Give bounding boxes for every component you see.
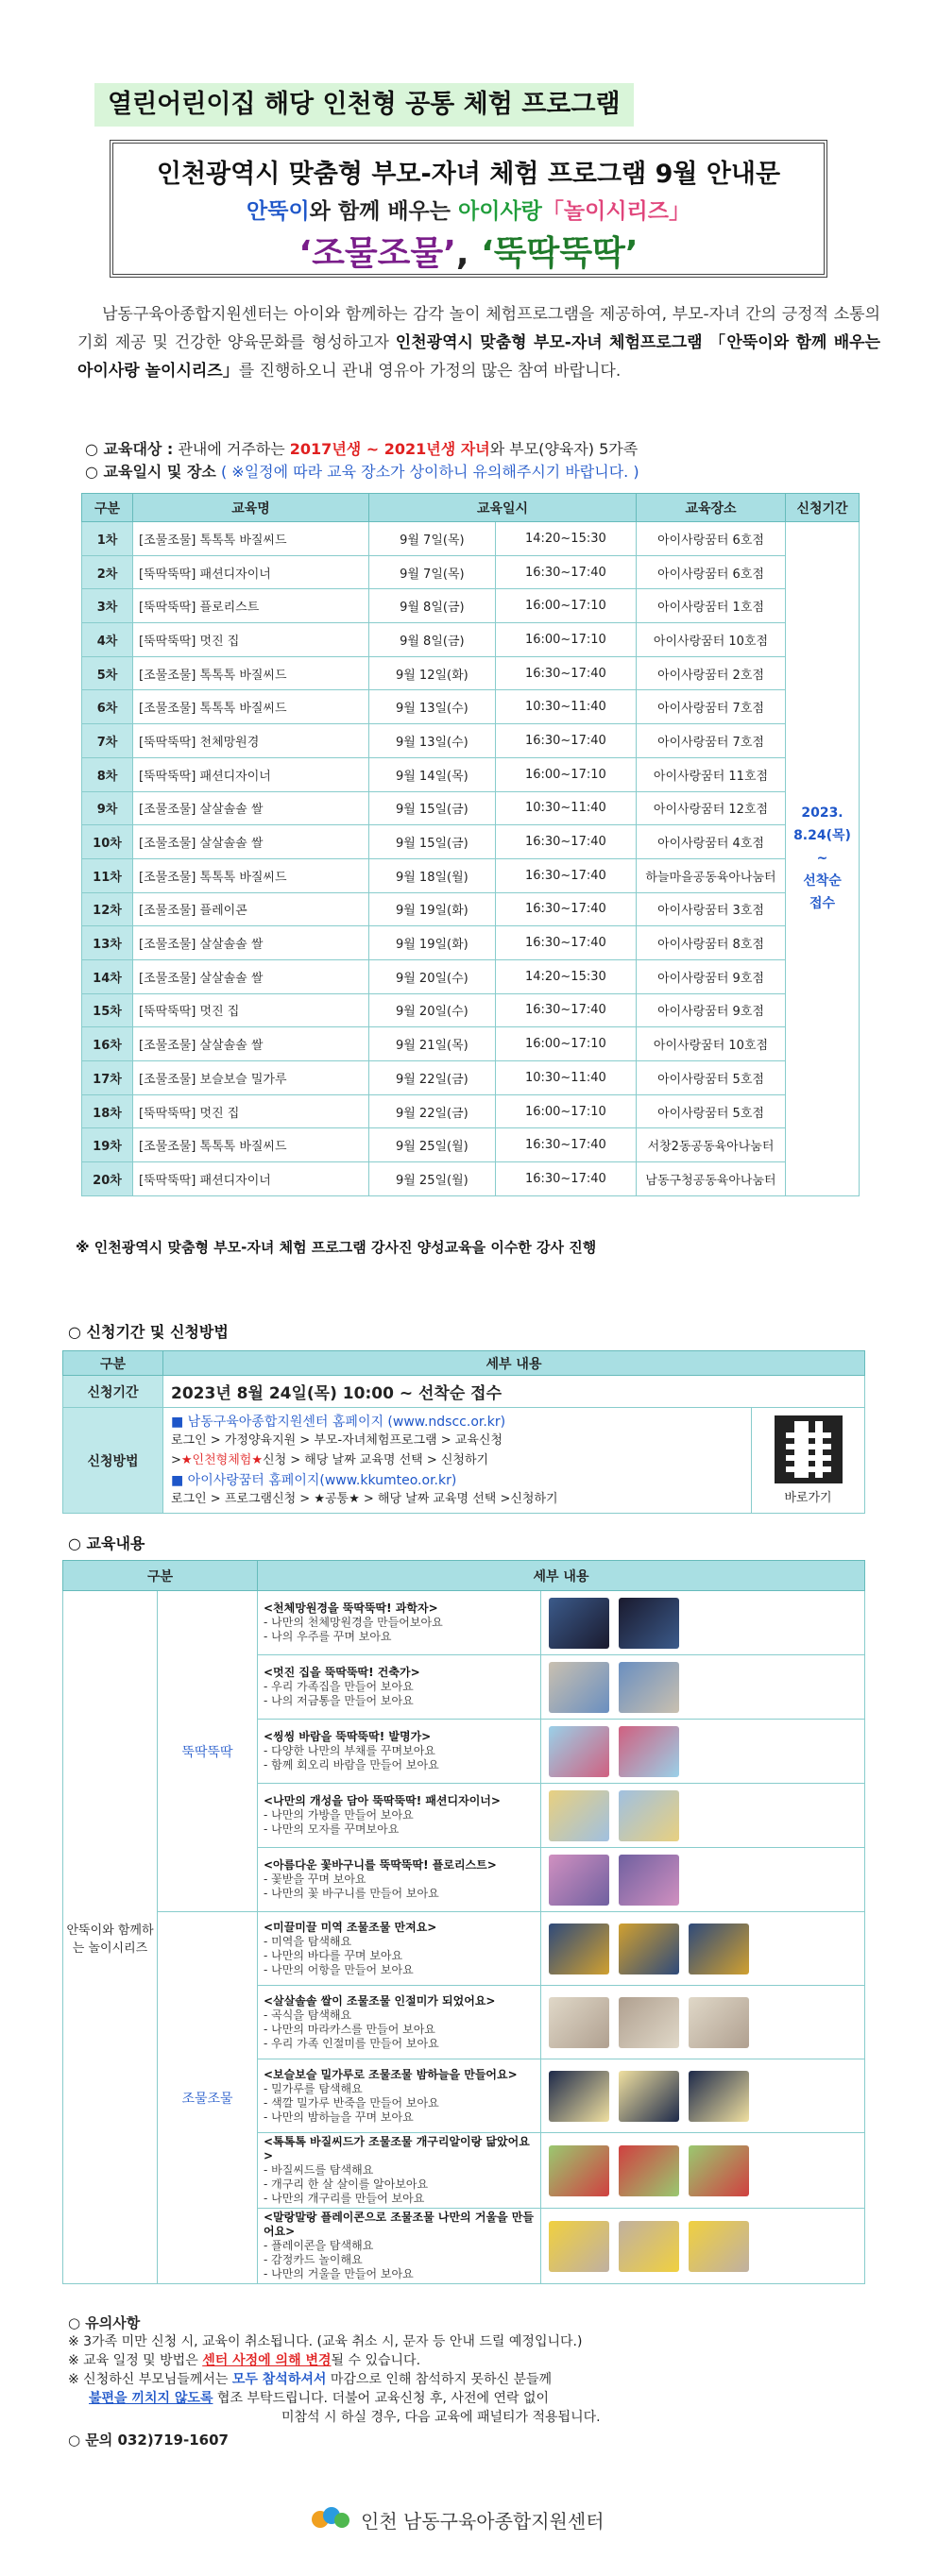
intro-bold: 인천광역시 맞춤형 부모-자녀 체험프로그램 「안뚝이와 함께 배우는 아이사랑 놀이시리즈」: [77, 333, 880, 381]
edu-detail: - 색깔 밀가루 반죽을 만들어 보아요: [264, 2095, 439, 2110]
session-number: 3차: [82, 589, 133, 623]
activity-photo: [549, 1726, 609, 1777]
session-place: 하늘마을공동육아나눔터: [637, 858, 786, 892]
note-part: 협조 부탁드립니다. 더불어 교육신청 후, 사전에 연락 없이: [213, 2391, 550, 2406]
schedule-row: [82, 926, 860, 960]
subtitle-part: 아이사랑: [458, 199, 542, 224]
session-date: 9월 7일(목): [369, 522, 496, 556]
schedule-row: [82, 825, 860, 859]
intro-text: 남동구육아종합지원센터는 아이와 함께하는 감각 놀이 체험프로그램을 제공하여, 부모-자녀 간의 긍정적 소통의 기회 제공 및 건강한 양육문화를 형성하고자: [77, 305, 880, 352]
session-time: 16:30~17:40: [495, 926, 636, 960]
edu-description: [258, 2209, 541, 2284]
target-text: 와 부모(양육자) 5가족: [489, 440, 639, 458]
site-path: 로그인 > 가정양육지원 > 부모-자녀체험프로그램 > 교육신청: [171, 1433, 503, 1448]
instructor-note: ※ 인천광역시 맞춤형 부모-자녀 체험 프로그램 강사진 양성교육을 이수한 강사 진행: [76, 1239, 597, 1256]
session-time: 10:30~11:40: [495, 791, 636, 825]
session-number: 20차: [82, 1162, 133, 1196]
edu-detail: - 밀가루를 탐색해요: [264, 2081, 363, 2095]
edu-title: <살살솔솔 쌀이 조물조물 인절미가 되었어요>: [264, 1993, 496, 2008]
note-part: ※ 교육 일정 및 방법은: [68, 2353, 203, 2368]
schedule-row: [82, 892, 860, 926]
session-place: 서창2동공동육아나눔터: [637, 1128, 786, 1162]
session-name: [조물조물] 살살솔솔 쌀: [133, 791, 369, 825]
session-name: [조물조물] 살살솔솔 쌀: [133, 959, 369, 993]
target-highlight: 2017년생 ~ 2021년생 자녀: [289, 440, 490, 458]
edu-detail: - 나만의 꽃 바구니를 만들어 보아요: [264, 1887, 439, 1900]
edu-detail: - 다양한 나만의 부채를 꾸며보아요: [264, 1744, 435, 1757]
activity-photo: [549, 1997, 609, 2048]
session-number: 18차: [82, 1094, 133, 1128]
session-date: 9월 14일(목): [369, 757, 496, 791]
activity-photo: [619, 2145, 679, 2196]
session-place: 아이사랑꿈터 11호점: [637, 757, 786, 791]
session-number: 2차: [82, 555, 133, 589]
schedule-row: [82, 1128, 860, 1162]
apply-heading: ○ 신청기간 및 신청방법: [68, 1323, 229, 1341]
edu-description: [258, 2133, 541, 2209]
activity-photo: [619, 2071, 679, 2122]
activity-photo: [549, 1924, 609, 1974]
edu-detail: - 나만의 밤하늘을 꾸며 보아요: [264, 2110, 414, 2124]
session-time: 16:30~17:40: [495, 858, 636, 892]
session-number: 11차: [82, 858, 133, 892]
edu-photos: [541, 1591, 865, 1655]
session-number: 14차: [82, 959, 133, 993]
activity-photo: [619, 1790, 679, 1841]
session-name: [뚝딱뚝딱] 패션디자이너: [133, 555, 369, 589]
edu-detail: - 개구리 한 살 살이를 알아보아요: [264, 2178, 429, 2191]
edu-heading: ○ 교육내용: [68, 1534, 145, 1552]
session-number: 13차: [82, 926, 133, 960]
edu-subcategory: 조물조물: [158, 1912, 258, 2284]
session-name: [뚝딱뚝딱] 멋진 집: [133, 623, 369, 657]
site-link-ndscc[interactable]: ■ 남동구육아종합지원센터 홈페이지 (www.ndscc.or.kr): [171, 1415, 506, 1430]
col-header: 신청기간: [786, 494, 860, 522]
site-path: 로그인 > 프로그램신청 > ★공통★ > 해당 날짜 교육명 선택 >신청하기: [171, 1492, 558, 1506]
session-time: 16:30~17:40: [495, 724, 636, 758]
edu-row: [63, 1591, 865, 1655]
note-line: [68, 2389, 880, 2408]
activity-photo: [549, 1598, 609, 1649]
session-number: 12차: [82, 892, 133, 926]
target-label: ○ 교육대상 :: [85, 440, 174, 458]
edu-title: <톡톡톡 바질씨드가 조물조물 개구리알이랑 닮았어요>: [264, 2135, 530, 2162]
activity-photo: [619, 1997, 679, 2048]
intro-paragraph: [77, 300, 880, 385]
session-number: 17차: [82, 1061, 133, 1095]
note-highlight: 모두 참석하셔서: [231, 2372, 327, 2387]
session-place: 아이사랑꿈터 8호점: [637, 926, 786, 960]
edu-detail: - 꽃받을 꾸며 보아요: [264, 1873, 366, 1886]
session-date: 9월 25일(월): [369, 1128, 496, 1162]
session-name: [조물조물] 살살솔솔 쌀: [133, 926, 369, 960]
notes-section: [68, 2313, 880, 2449]
subtitle-part: 「놀이시리즈」: [541, 199, 690, 224]
subtitle-part: 안뚝이: [247, 199, 310, 224]
session-number: 19차: [82, 1128, 133, 1162]
edu-description: [258, 1720, 541, 1784]
title-box: [110, 140, 827, 278]
path-part: 신청 > 해당 날짜 교육명 선택 > 신청하기: [263, 1453, 489, 1467]
schedule-row: [82, 656, 860, 690]
session-date: 9월 21일(목): [369, 1027, 496, 1061]
edu-photos: [541, 1986, 865, 2059]
activity-photo: [619, 1598, 679, 1649]
session-date: 9월 22일(금): [369, 1061, 496, 1095]
session-time: 16:00~17:10: [495, 757, 636, 791]
session-time: 16:00~17:10: [495, 589, 636, 623]
session-time: 16:30~17:40: [495, 892, 636, 926]
note-line: ※ 3가족 미만 신청 시, 교육이 취소됩니다. (교육 취소 시, 문자 등 안내 드릴 예정입니다.): [68, 2334, 583, 2349]
schedule-row: [82, 757, 860, 791]
schedule-row: [82, 589, 860, 623]
col-header: 구분: [82, 494, 133, 522]
series-name: ‘조물조물’: [298, 234, 456, 273]
edu-title: <멋진 집을 뚝딱뚝딱! 건축가>: [264, 1666, 420, 1679]
activity-photo: [619, 1726, 679, 1777]
schedule-row: [82, 993, 860, 1027]
apply-period-line: 선착순: [803, 873, 842, 890]
center-logo-icon: [312, 2505, 353, 2534]
edu-detail: - 나의 우주를 꾸며 보아요: [264, 1630, 392, 1643]
session-date: 9월 12일(화): [369, 656, 496, 690]
footer: [312, 2500, 605, 2538]
col-header: 교육장소: [637, 494, 786, 522]
edu-description: [258, 1784, 541, 1848]
activity-photo: [549, 1662, 609, 1713]
method-label: 신청방법: [63, 1408, 163, 1514]
edu-table: [62, 1560, 865, 2284]
edu-detail: - 우리 가족집을 만들어 보아요: [264, 1680, 414, 1693]
edu-detail: - 플레이콘을 탐색해요: [264, 2239, 374, 2252]
period-label: 신청기간: [63, 1376, 163, 1408]
activity-photo: [549, 2145, 609, 2196]
edu-photos: [541, 1912, 865, 1986]
session-date: 9월 22일(금): [369, 1094, 496, 1128]
session-name: [조물조물] 톡톡톡 바질씨드: [133, 1128, 369, 1162]
session-date: 9월 18일(월): [369, 858, 496, 892]
session-place: 아이사랑꿈터 6호점: [637, 522, 786, 556]
session-place: 아이사랑꿈터 1호점: [637, 589, 786, 623]
edu-detail: - 나만의 가방을 만들어 보아요: [264, 1808, 414, 1822]
session-name: [조물조물] 톡톡톡 바질씨드: [133, 858, 369, 892]
note-highlight: 센터 사정에 의해 변경: [202, 2353, 332, 2368]
session-time: 16:30~17:40: [495, 656, 636, 690]
edu-detail: - 나만의 거울을 만들어 보아요: [264, 2267, 414, 2280]
subtitle-part: 와 함께 배우는: [309, 199, 459, 224]
contact-line: ○ 문의 032)719-1607: [68, 2432, 229, 2449]
session-place: 아이사랑꿈터 10호점: [637, 623, 786, 657]
edu-detail: - 함께 회오리 바람을 만들어 보아요: [264, 1758, 439, 1771]
col-header: 세부 내용: [258, 1561, 865, 1591]
session-date: 9월 15일(금): [369, 825, 496, 859]
edu-photos: [541, 1655, 865, 1720]
note-line: 미참석 시 하실 경우, 다음 교육에 패널티가 적용됩니다.: [281, 2410, 601, 2425]
notes-heading: ○ 유의사항: [68, 2314, 141, 2331]
session-name: [뚝딱뚝딱] 멋진 집: [133, 993, 369, 1027]
session-number: 10차: [82, 825, 133, 859]
edu-description: [258, 1848, 541, 1912]
program-banner: 열린어린이집 해당 인천형 공통 체험 프로그램: [94, 83, 634, 127]
col-header: 세부 내용: [163, 1351, 865, 1376]
session-name: [조물조물] 보슬보슬 밀가루: [133, 1061, 369, 1095]
session-number: 6차: [82, 690, 133, 724]
activity-photo: [619, 1662, 679, 1713]
session-place: 아이사랑꿈터 5호점: [637, 1094, 786, 1128]
schedule-row: [82, 1094, 860, 1128]
schedule-row: [82, 1027, 860, 1061]
apply-period-cell: [786, 522, 860, 1196]
schedule-row: [82, 724, 860, 758]
session-time: 16:30~17:40: [495, 1162, 636, 1196]
session-time: 16:30~17:40: [495, 555, 636, 589]
edu-photos: [541, 1848, 865, 1912]
session-place: 남동구청공동육아나눔터: [637, 1162, 786, 1196]
session-number: 5차: [82, 656, 133, 690]
schedule-row: [82, 959, 860, 993]
session-name: [조물조물] 톡톡톡 바질씨드: [133, 690, 369, 724]
date-label: ○ 교육일시 및 장소: [85, 463, 216, 481]
edu-detail: - 나만의 어항을 만들어 보아요: [264, 1962, 414, 1976]
apply-period-line: 2023.: [801, 805, 843, 822]
session-place: 아이사랑꿈터 7호점: [637, 690, 786, 724]
edu-description: [258, 1655, 541, 1720]
session-time: 16:00~17:10: [495, 1094, 636, 1128]
qr-cell[interactable]: [752, 1408, 865, 1514]
edu-photos: [541, 2059, 865, 2133]
session-date: 9월 8일(금): [369, 589, 496, 623]
session-date: 9월 25일(월): [369, 1162, 496, 1196]
session-date: 9월 19일(화): [369, 892, 496, 926]
session-date: 9월 20일(수): [369, 993, 496, 1027]
activity-photo: [549, 1855, 609, 1906]
edu-detail: - 나만의 바다를 꾸며 보아요: [264, 1948, 403, 1962]
col-header: 교육일시: [369, 494, 637, 522]
series-name: ‘뚝딱뚝딱’: [481, 234, 639, 273]
target-text: 관내에 거주하는: [173, 440, 290, 458]
activity-photo: [549, 2071, 609, 2122]
session-place: 아이사랑꿈터 9호점: [637, 959, 786, 993]
session-date: 9월 7일(목): [369, 555, 496, 589]
edu-category: 안뚝이와 함께하는 놀이시리즈: [63, 1591, 158, 2284]
session-time: 16:00~17:10: [495, 1027, 636, 1061]
edu-photos: [541, 2209, 865, 2284]
col-header: 구분: [63, 1561, 258, 1591]
activity-photo: [619, 1924, 679, 1974]
edu-detail: - 나만의 모자를 꾸며보아요: [264, 1822, 400, 1836]
apply-period-line: ~: [816, 851, 828, 867]
main-title: 인천광역시 맞춤형 부모-자녀 체험 프로그램 9월 안내문: [156, 160, 781, 189]
session-name: [조물조물] 톡톡톡 바질씨드: [133, 656, 369, 690]
session-number: 8차: [82, 757, 133, 791]
col-header: 구분: [63, 1351, 163, 1376]
schedule-row: [82, 522, 860, 556]
edu-title: <말랑말랑 플레이콘으로 조물조물 나만의 거울을 만들어요>: [264, 2211, 534, 2238]
session-place: 아이사랑꿈터 5호점: [637, 1061, 786, 1095]
edu-detail: - 나만의 개구리를 만들어 보아요: [264, 2192, 425, 2205]
session-number: 4차: [82, 623, 133, 657]
method-content: [163, 1408, 752, 1514]
session-date: 9월 20일(수): [369, 959, 496, 993]
session-time: 16:30~17:40: [495, 1128, 636, 1162]
session-place: 아이사랑꿈터 7호점: [637, 724, 786, 758]
session-number: 16차: [82, 1027, 133, 1061]
edu-title: <보슬보슬 밀가루로 조물조물 밤하늘을 만들어요>: [264, 2067, 518, 2081]
session-number: 9차: [82, 791, 133, 825]
activity-photo: [689, 2071, 749, 2122]
qr-label: 바로가기: [784, 1491, 832, 1505]
note-part: 마감으로 인해 참석하지 못하신 분들께: [326, 2372, 553, 2387]
session-name: [뚝딱뚝딱] 패션디자이너: [133, 1162, 369, 1196]
date-line: [85, 461, 897, 483]
path-part: >: [171, 1453, 181, 1467]
session-time: 16:30~17:40: [495, 825, 636, 859]
edu-title: <아름다운 꽃바구니를 뚝딱뚝딱! 플로리스트>: [264, 1858, 497, 1872]
site-path: [171, 1450, 743, 1470]
center-name: 인천 남동구육아종합지원센터: [361, 2509, 605, 2533]
session-place: 아이사랑꿈터 3호점: [637, 892, 786, 926]
schedule-row: [82, 555, 860, 589]
schedule-row: [82, 1162, 860, 1196]
activity-photo: [689, 1924, 749, 1974]
session-number: 1차: [82, 522, 133, 556]
edu-description: [258, 1986, 541, 2059]
site-link-kkumteo[interactable]: ■ 아이사랑꿈터 홈페이지(www.kkumteo.or.kr): [171, 1473, 457, 1488]
session-name: [조물조물] 살살솔솔 쌀: [133, 825, 369, 859]
series-separator: ,: [455, 234, 482, 273]
session-name: [조물조물] 플레이콘: [133, 892, 369, 926]
apply-period-line: 접수: [809, 896, 836, 912]
col-header: 교육명: [133, 494, 369, 522]
session-place: 아이사랑꿈터 10호점: [637, 1027, 786, 1061]
session-number: 7차: [82, 724, 133, 758]
edu-photos: [541, 1784, 865, 1848]
session-number: 15차: [82, 993, 133, 1027]
note-part: ※ 신청하신 부모님들께서는: [68, 2372, 232, 2387]
apply-period-line: 8.24(목): [793, 828, 851, 844]
edu-detail: - 나의 저금통을 만들어 보아요: [264, 1694, 414, 1707]
session-date: 9월 13일(수): [369, 690, 496, 724]
subtitle: [113, 194, 824, 225]
series-title: [113, 227, 824, 275]
period-value: 2023년 8월 24일(목) 10:00 ~ 선착순 접수: [163, 1376, 865, 1408]
session-date: 9월 13일(수): [369, 724, 496, 758]
edu-title: <나만의 개성을 담아 뚝딱뚝딱! 패션디자이너>: [264, 1794, 501, 1807]
session-place: 아이사랑꿈터 4호점: [637, 825, 786, 859]
schedule-row: [82, 858, 860, 892]
date-note: ( ※일정에 따라 교육 장소가 상이하니 유의해주시기 바랍니다. ): [215, 463, 639, 481]
edu-title: <천체망원경을 뚝딱뚝딱! 과학자>: [264, 1602, 438, 1615]
activity-photo: [689, 1997, 749, 2048]
edu-description: [258, 2059, 541, 2133]
edu-detail: - 곡식을 탐색해요: [264, 2008, 352, 2022]
edu-detail: - 바질씨드를 탐색해요: [264, 2163, 374, 2177]
qr-code-icon[interactable]: [775, 1415, 843, 1483]
edu-title: <씽씽 바람을 뚝딱뚝딱! 발명가>: [264, 1730, 432, 1743]
target-line: [85, 438, 897, 461]
session-time: 14:20~15:30: [495, 959, 636, 993]
edu-detail: - 감정카드 놀이해요: [264, 2253, 363, 2266]
edu-detail: - 우리 가족 인절미를 만들어 보아요: [264, 2036, 439, 2050]
session-date: 9월 15일(금): [369, 791, 496, 825]
activity-photo: [689, 2221, 749, 2272]
edu-title: <미끌미끌 미역 조물조물 만져요>: [264, 1920, 437, 1934]
session-name: [뚝딱뚝딱] 멋진 집: [133, 1094, 369, 1128]
intro-text: 를 진행하오니 관내 영유아 가정의 많은 참여 바랍니다.: [238, 362, 622, 381]
edu-photos: [541, 2133, 865, 2209]
schedule-row: [82, 1061, 860, 1095]
activity-photo: [619, 1855, 679, 1906]
note-part: 될 수 있습니다.: [331, 2353, 421, 2368]
schedule-table: [81, 493, 860, 1196]
note-line: [68, 2370, 880, 2389]
session-place: 아이사랑꿈터 9호점: [637, 993, 786, 1027]
session-time: 14:20~15:30: [495, 522, 636, 556]
session-name: [뚝딱뚝딱] 플로리스트: [133, 589, 369, 623]
session-place: 아이사랑꿈터 12호점: [637, 791, 786, 825]
schedule-row: [82, 690, 860, 724]
activity-photo: [549, 2221, 609, 2272]
session-time: 10:30~11:40: [495, 690, 636, 724]
session-name: [조물조물] 톡톡톡 바질씨드: [133, 522, 369, 556]
session-place: 아이사랑꿈터 6호점: [637, 555, 786, 589]
apply-table: [62, 1350, 865, 1514]
edu-detail: - 나만의 천체망원경을 만들어보아요: [264, 1616, 443, 1629]
activity-photo: [549, 1790, 609, 1841]
info-bullets: [85, 438, 897, 483]
activity-photo: [619, 2221, 679, 2272]
note-highlight: 불편을 끼치지 않도록: [89, 2391, 213, 2406]
session-time: 16:00~17:10: [495, 623, 636, 657]
session-time: 16:30~17:40: [495, 993, 636, 1027]
edu-detail: - 미역을 탐색해요: [264, 1934, 352, 1948]
path-highlight: ★인천형체험★: [180, 1453, 264, 1467]
session-date: 9월 19일(화): [369, 926, 496, 960]
edu-photos: [541, 1720, 865, 1784]
session-name: [뚝딱뚝딱] 천체망원경: [133, 724, 369, 758]
edu-subcategory: 뚝딱뚝딱: [158, 1591, 258, 1912]
schedule-row: [82, 791, 860, 825]
session-name: [뚝딱뚝딱] 패션디자이너: [133, 757, 369, 791]
session-date: 9월 8일(금): [369, 623, 496, 657]
edu-description: [258, 1591, 541, 1655]
edu-detail: - 나만의 마라카스를 만들어 보아요: [264, 2022, 435, 2036]
note-line: [68, 2351, 880, 2370]
edu-description: [258, 1912, 541, 1986]
session-time: 10:30~11:40: [495, 1061, 636, 1095]
schedule-row: [82, 623, 860, 657]
session-name: [조물조물] 살살솔솔 쌀: [133, 1027, 369, 1061]
session-place: 아이사랑꿈터 2호점: [637, 656, 786, 690]
activity-photo: [689, 2145, 749, 2196]
edu-row: [63, 1912, 865, 1986]
